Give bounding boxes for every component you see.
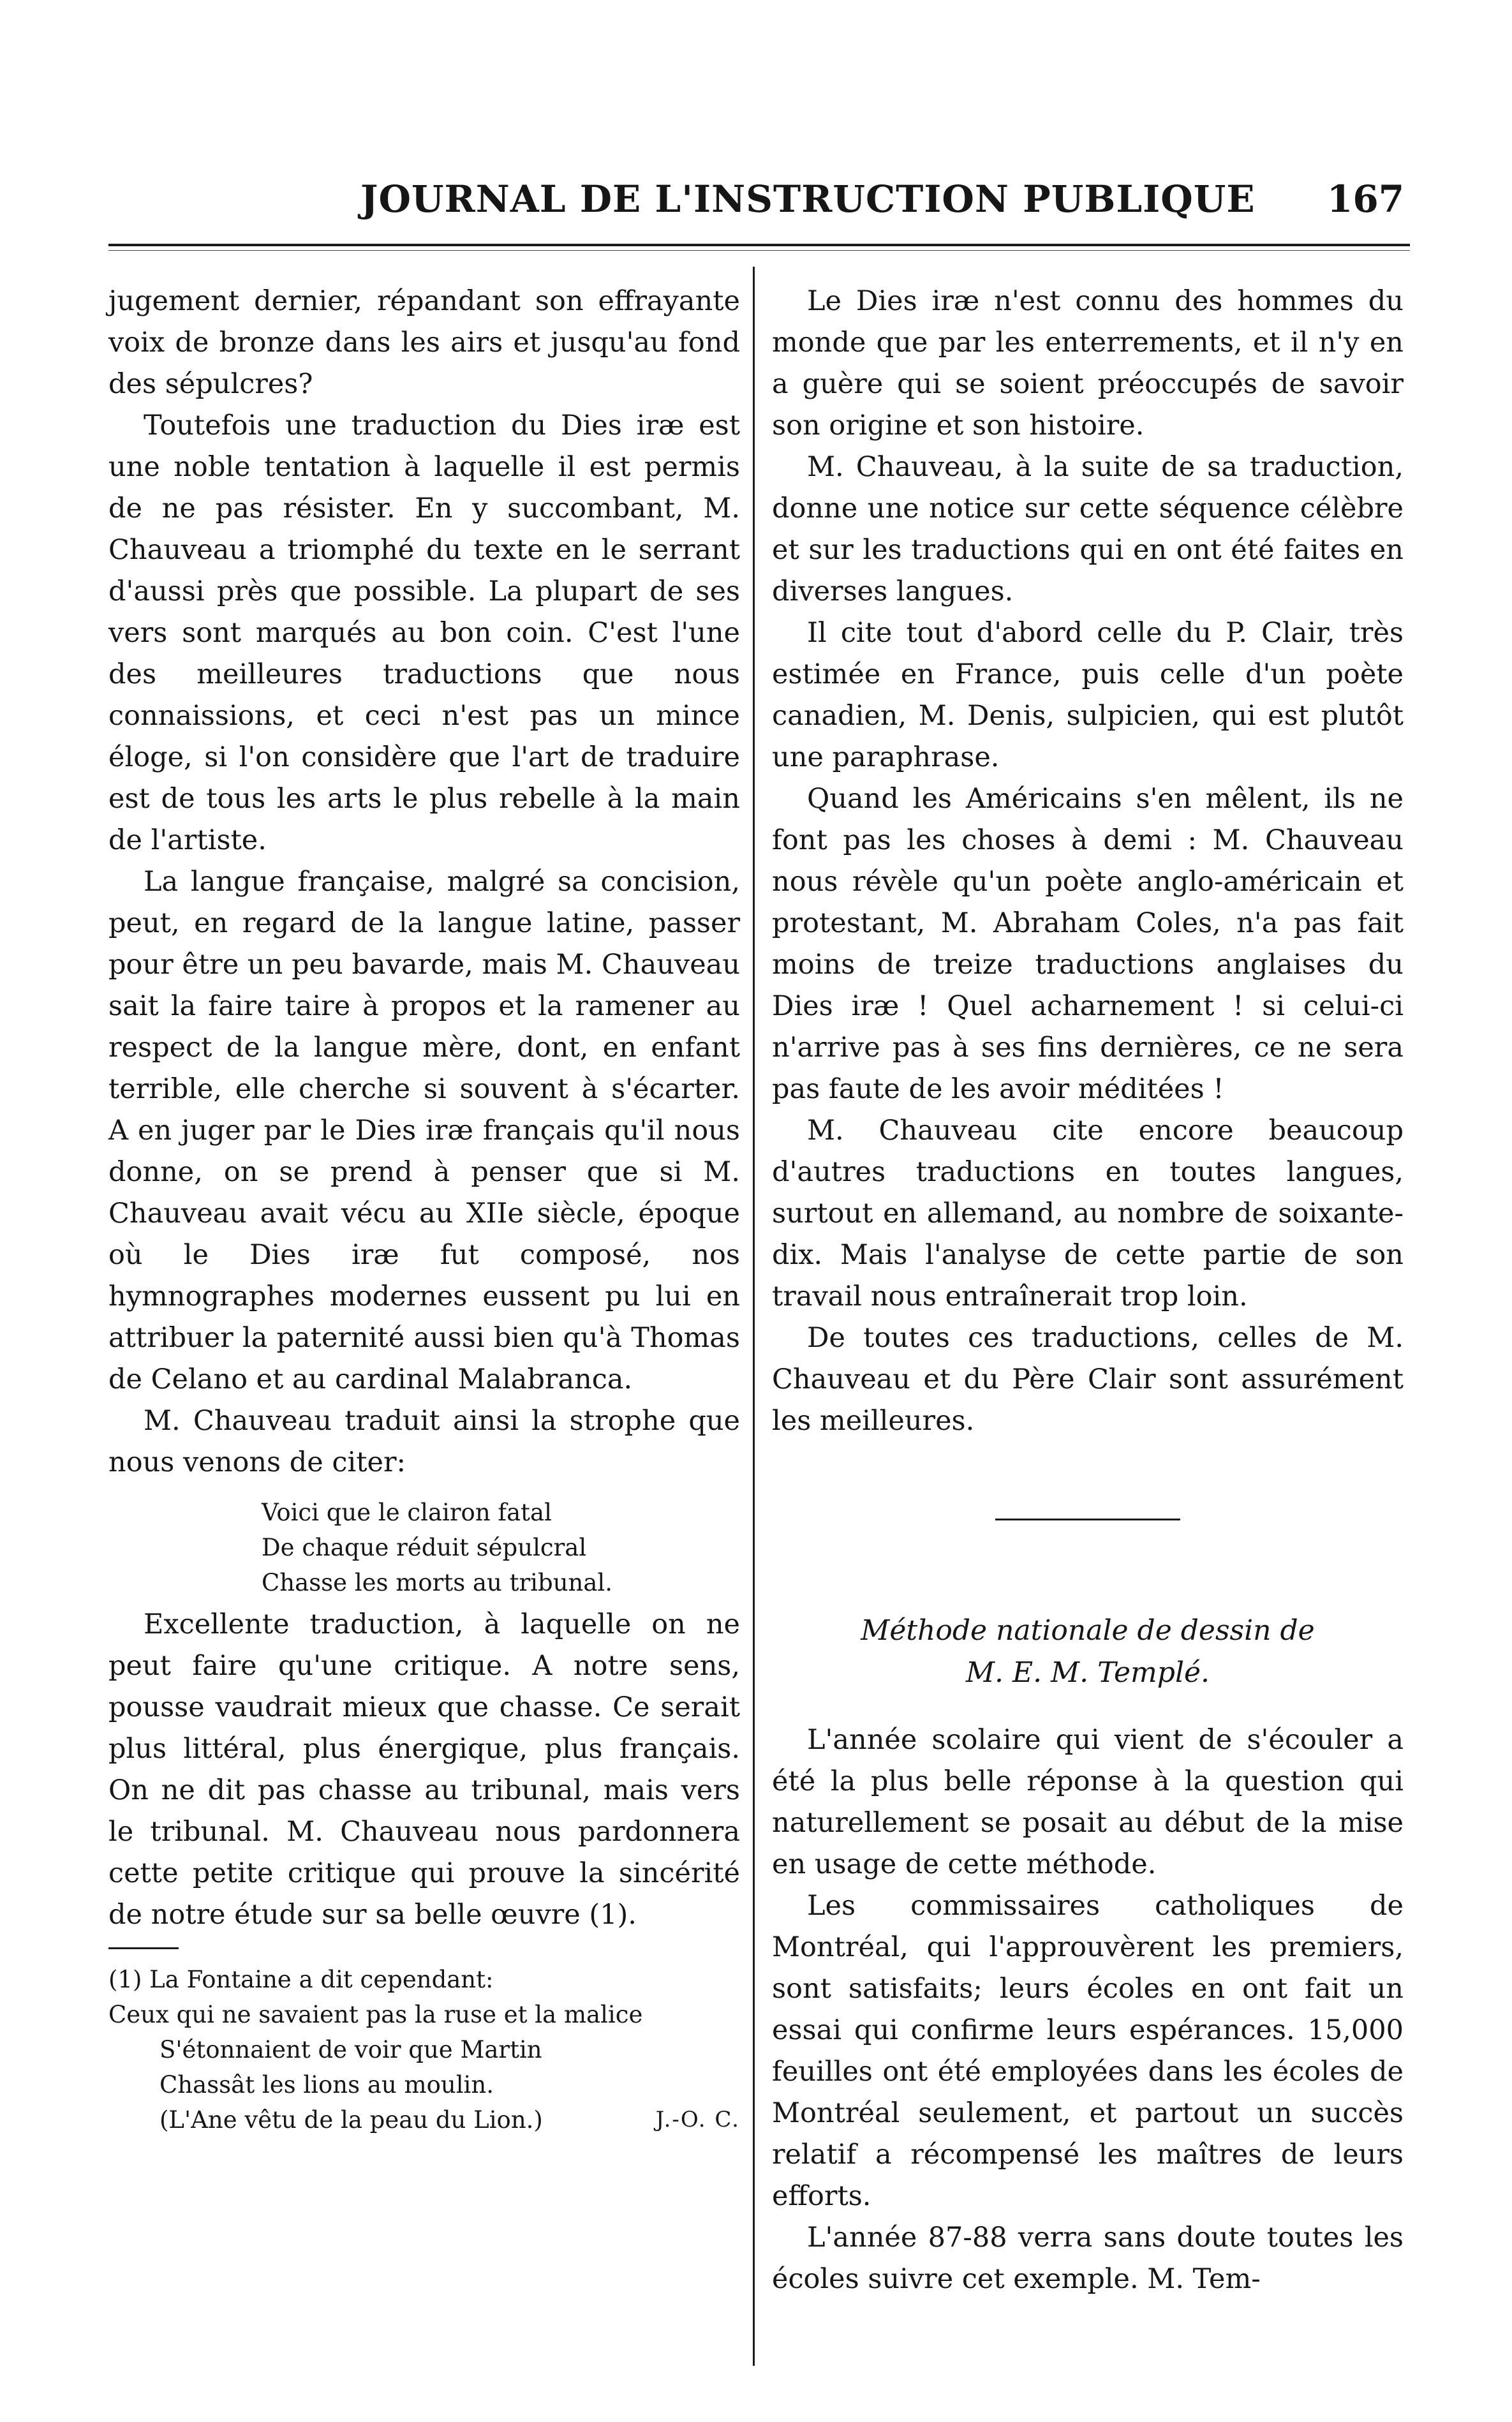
paragraph: L'année scolaire qui vient de s'écouler a été la plus belle réponse à la question qui naturellement se posait au début de la mise en usage de cette méthode. [772,1724,1404,1880]
running-header-title: JOURNAL DE L'INSTRUCTION PUBLIQUE [360,177,1256,221]
author-signature: J.-O. C. [655,2107,740,2132]
footnote [108,1962,740,2137]
paragraph: Quand les Américains s'en mêlent, ils ne font pas les choses à demi : M. Chauveau nous révèle qu'un poète anglo-américain et protestant, M. Abraham Coles, n'a pas fait moins de treize traductions anglaises du Dies iræ ! Quel acharnement ! si celui-ci n'arrive pas à ses fins dernières, ce ne sera pas faute de les avoir méditées ! [772,783,1404,1105]
quoted-stanza [108,1495,740,1600]
paragraph: M. Chauveau, à la suite de sa traduction, donne une notice sur cette séquence célèbre et sur les traductions qui en ont été faites en diverses langues. [772,451,1404,607]
paragraph: Les commissaires catholiques de Montréal, qui l'approuvèrent les premiers, sont satisfaits; leurs écoles en ont fait un essai qui confirme leurs espérances. 15,000 feuilles ont été employées dans les écoles de Montréal seulement, et partout un succès relatif a récompensé les maîtres de leurs efforts. [772,1890,1404,2212]
column-divider [753,267,755,2366]
paragraph: M. Chauveau cite encore beaucoup d'autres traductions en toutes langues, surtout en allemand, au nombre de soixante-dix. Mais l'analyse de cette partie de son travail nous entraînerait trop loin. [772,1115,1404,1312]
footnote-line: (1) La Fontaine a dit cependant: [108,1966,494,1993]
paragraph: Excellente traduction, à laquelle on ne peut faire qu'une critique. A notre sens, pousse vaudrait mieux que chasse. Ce serait plus littéral, plus énergique, plus français. On ne dit pas chasse au tribunal, mais vers le tribunal. M. Chauveau nous pardonnera cette petite critique qui prouve la sincérité de notre étude sur sa belle œuvre (1). [108,1608,740,1931]
section-divider [995,1519,1180,1520]
stanza-line: Voici que le clairon fatal [262,1499,552,1526]
section-title-line: Méthode nationale de dessin de [861,1614,1315,1647]
left-column [108,281,740,2137]
paragraph: Il cite tout d'abord celle du P. Clair, très estimée en France, puis celle d'un poète canadien, M. Denis, sulpicien, qui est plutôt une paraphrase. [772,617,1404,773]
footnote-line: Chassât les lions au moulin. [159,2071,494,2099]
section-title [772,1610,1404,1694]
footnote-rule [108,1947,179,1949]
footnote-line: (L'Ane vêtu de la peau du Lion.) [159,2106,543,2134]
stanza-line: De chaque réduit sépulcral [262,1534,587,1561]
paragraph: Le Dies iræ n'est connu des hommes du monde que par les enterrements, et il n'y en a guère qui se soient préoccupés de savoir son origine et son histoire. [772,285,1404,442]
page-number: 167 [1327,177,1405,221]
paragraph: L'année 87-88 verra sans doute toutes les écoles suivre cet exemple. M. Tem- [772,2222,1404,2295]
paragraph: De toutes ces traductions, celles de M. Chauveau et du Père Clair sont assurément les meilleures. [772,1322,1404,1437]
footnote-line: S'étonnaient de voir que Martin [159,2036,542,2063]
stanza-line: Chasse les morts au tribunal. [262,1569,613,1596]
paragraph: jugement dernier, répandant son effrayante voix de bronze dans les airs et jusqu'au fond des sépulcres? [108,285,740,400]
paragraph: La langue française, malgré sa concision, peut, en regard de la langue latine, passer pour être un peu bavarde, mais M. Chauveau sait la faire taire à propos et la ramener au respect de la langue mère, dont, en enfant terrible, elle cherche si souvent à s'écarter. A en juger par le Dies iræ français qu'il nous donne, on se prend à penser que si M. Chauveau avait vécu au XIIe siècle, époque où le Dies iræ fut composé, nos hymnographes modernes eussent pu lui en attribuer la paternité aussi bien qu'à Thomas de Celano et au cardinal Malabranca. [108,866,740,1395]
footnote-line: Ceux qui ne savaient pas la ruse et la malice [108,2001,643,2028]
paragraph: M. Chauveau traduit ainsi la strophe que nous venons de citer: [108,1405,740,1478]
paragraph: Toutefois une traduction du Dies iræ est une noble tentation à laquelle il est permis de ne pas résister. En y succombant, M. Chauveau a triomphé du texte en le serrant d'aussi près que possible. La plupart de ses vers sont marqués au bon coin. C'est l'une des meilleures traductions que nous connaissions, et ceci n'est pas un mince éloge, si l'on considère que l'art de traduire est de tous les arts le plus rebelle à la main de l'artiste. [108,410,740,856]
right-column [772,281,1404,2300]
section-title-line: M. E. M. Templé. [965,1656,1210,1689]
header-rule-thin [108,250,1410,251]
header-rule [108,244,1410,246]
